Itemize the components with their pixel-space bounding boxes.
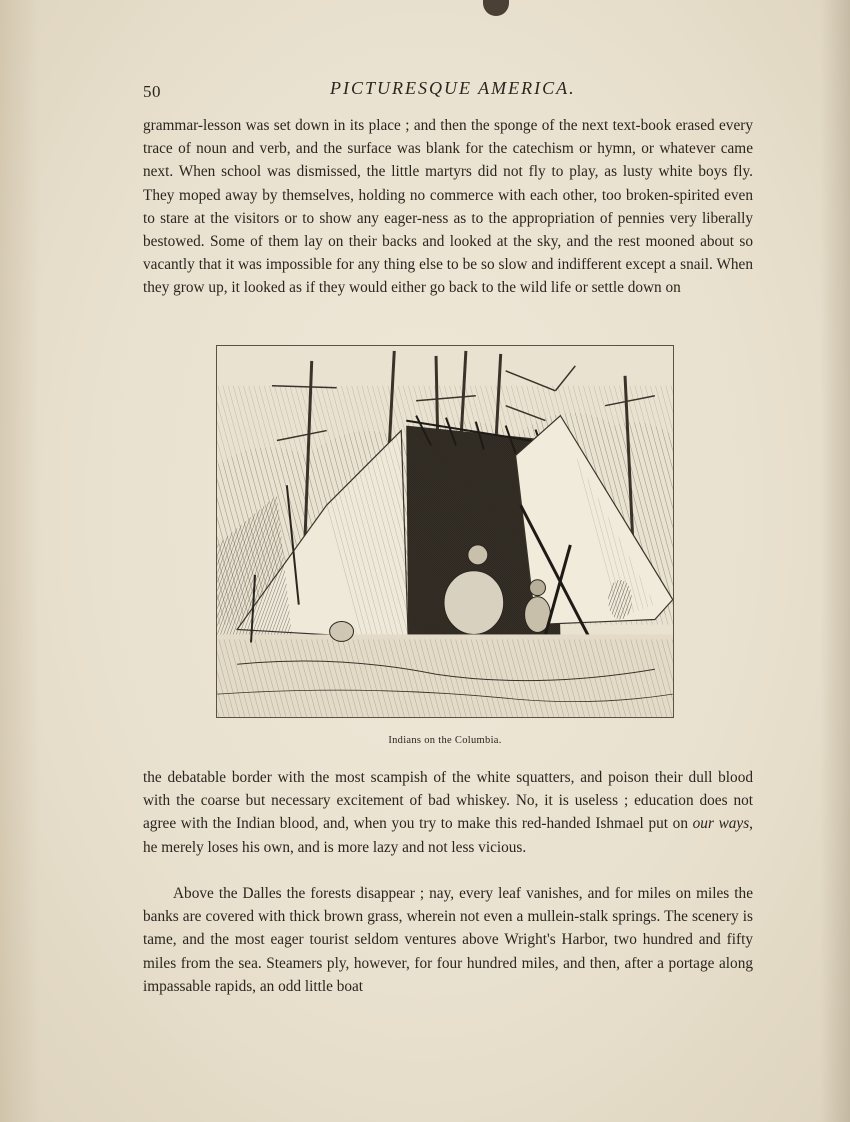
running-head: PICTURESQUE AMERICA. [330, 78, 576, 98]
paragraph-text-a: the debatable border with the most scampish of the white squatters, and poison their dull blood with the coarse but necessary excitement of bad whiskey. No, it is useless ; education does not agree with the Indian blood, and, when you try to make this red-handed Ishmael put on [143, 769, 753, 833]
page-edge-shade [0, 0, 40, 1122]
binding-hole [483, 0, 509, 16]
italic-phrase: our ways [692, 815, 750, 833]
body-paragraph-top: grammar-lesson was set down in its place ; and then the sponge of the next text-book erased every trace of noun and verb, and the surface was blank for the catechism or hymn, or whatever came next. When school was dismissed, the little martyrs did not fly to play, as lusty white boys fly. They moped away by themselves, holding no commerce with each other, too broken-spirited even to stare at the visitors or to show any eager-ness as to the appropriation of pennies very liberally bestowed. Some of them lay on their backs and looked at the sky, and the rest mooned about so vacantly that it was impossible for any thing else to be so slow and indifferent except a snail. When they grow up, it looked as if they would either go back to the wild life or settle down on [143, 117, 753, 297]
body-paragraph-continued [143, 766, 753, 859]
paragraph-text-b: , he merely loses his own, and is more lazy and not less vicious. [143, 815, 753, 856]
engraving-illustration [216, 345, 674, 718]
tent-scene-engraving [217, 346, 673, 717]
page-number: 50 [143, 82, 161, 101]
figure-caption: Indians on the Columbia. [388, 735, 502, 746]
spine-shadow [820, 0, 850, 1122]
body-paragraph-dalles: Above the Dalles the forests disappear ; nay, every leaf vanishes, and for miles on miles the banks are covered with thick brown grass, wherein not even a mullein-stalk springs. The scenery is tame, and the most eager tourist seldom ventures above Wright's Harbor, two hundred and fifty miles from the sea. Steamers ply, however, for four hundred miles, and then, after a portage along impassable rapids, an odd little boat [143, 885, 753, 995]
